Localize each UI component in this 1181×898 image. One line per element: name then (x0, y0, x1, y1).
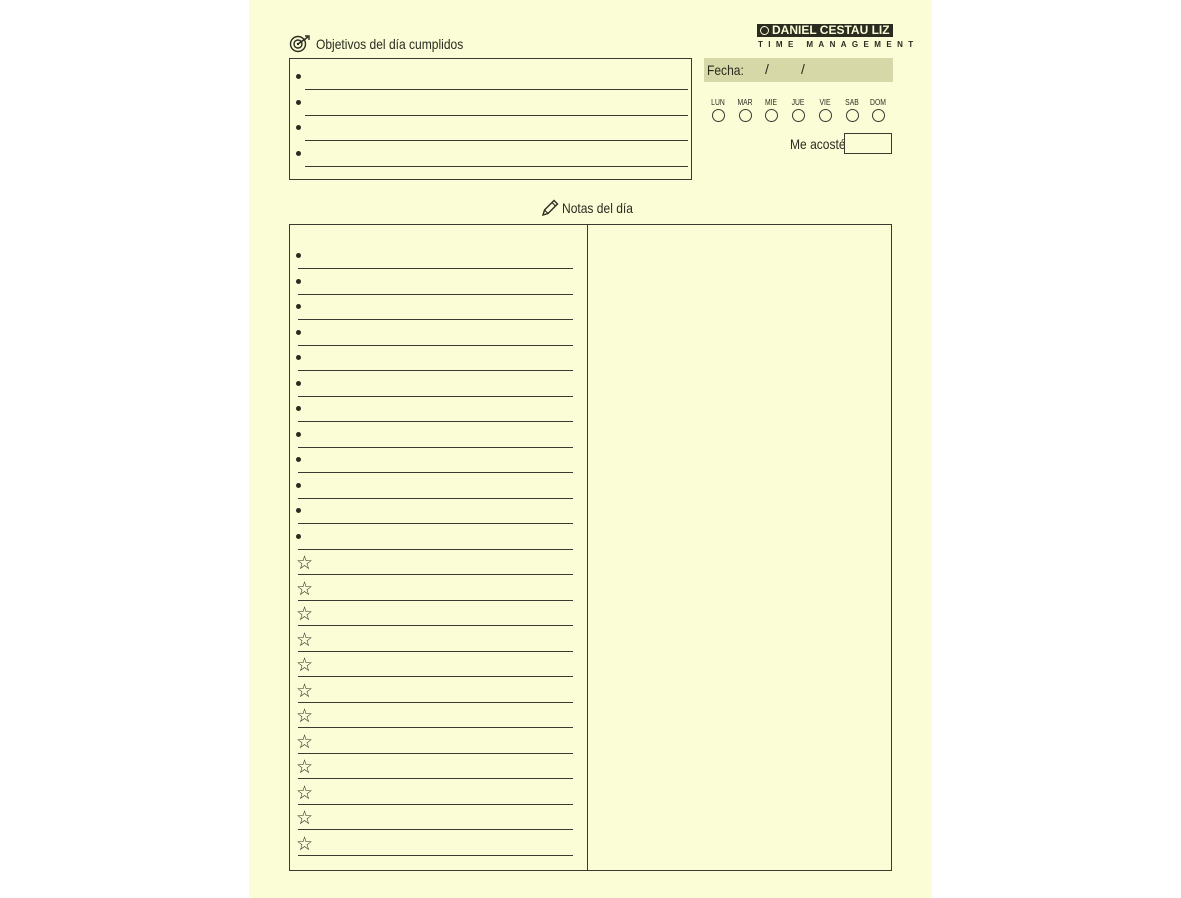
note-line[interactable] (298, 651, 573, 652)
star-icon: ☆ (296, 808, 314, 829)
note-bullet (296, 279, 301, 284)
sleep-label: Me acosté (790, 136, 846, 152)
weekday-label: LUN (711, 98, 725, 107)
goal-bullet (296, 125, 301, 130)
pencil-icon (541, 199, 559, 217)
note-line[interactable] (298, 753, 573, 754)
target-icon (289, 35, 311, 53)
note-bullet (296, 355, 301, 360)
weekday-label: SAB (844, 98, 859, 107)
goal-bullet (296, 151, 301, 156)
note-line[interactable] (298, 472, 573, 473)
note-line[interactable] (298, 855, 573, 856)
weekday-label: DOM (870, 98, 887, 107)
weekday-label: VIE (819, 98, 831, 107)
star-icon: ☆ (296, 578, 314, 600)
note-line[interactable] (298, 319, 573, 320)
weekday-checkbox-dom[interactable] (872, 109, 885, 122)
date-label: Fecha: (707, 62, 744, 78)
note-line[interactable] (298, 600, 573, 601)
note-bullet (296, 381, 301, 386)
sleep-time-field[interactable] (844, 133, 892, 154)
notes-title: Notas del día (562, 200, 633, 216)
note-bullet (296, 304, 301, 309)
weekday-checkbox-mar[interactable] (739, 109, 752, 122)
weekday-checkbox-vie[interactable] (819, 109, 832, 122)
note-line[interactable] (298, 549, 573, 550)
star-icon: ☆ (296, 629, 314, 651)
goal-line[interactable] (305, 166, 688, 167)
note-line[interactable] (298, 574, 573, 575)
note-line[interactable] (298, 345, 573, 346)
star-icon: ☆ (296, 731, 314, 753)
goal-bullet (296, 100, 301, 105)
note-bullet (296, 457, 301, 462)
note-line[interactable] (298, 829, 573, 830)
weekday-checkbox-mie[interactable] (765, 109, 778, 122)
clock-icon (760, 26, 769, 35)
note-line[interactable] (298, 727, 573, 728)
goals-box (289, 58, 692, 180)
note-bullet (296, 534, 301, 539)
star-icon: ☆ (296, 706, 314, 727)
brand-logo (757, 24, 893, 37)
note-line[interactable] (298, 447, 573, 448)
date-field[interactable] (704, 58, 893, 82)
note-bullet (296, 432, 301, 437)
note-line[interactable] (298, 498, 573, 499)
goal-bullet (296, 74, 301, 79)
weekday-label: MIE (765, 98, 778, 107)
star-icon: ☆ (296, 604, 314, 625)
weekday-checkbox-jue[interactable] (792, 109, 805, 122)
note-line[interactable] (298, 421, 573, 422)
goal-line[interactable] (305, 140, 688, 141)
date-separator: / (765, 61, 769, 77)
weekday-label: JUE (791, 98, 805, 107)
star-icon: ☆ (296, 553, 314, 574)
star-icon: ☆ (296, 833, 314, 855)
note-line[interactable] (298, 625, 573, 626)
brand-name: DANIEL CESTAU LIZ (772, 23, 890, 37)
note-bullet (296, 508, 301, 513)
notes-divider (587, 224, 588, 871)
star-icon: ☆ (296, 680, 314, 702)
star-icon: ☆ (296, 782, 314, 804)
goal-line[interactable] (305, 89, 688, 90)
note-line[interactable] (298, 702, 573, 703)
note-bullet (296, 330, 301, 335)
note-bullet (296, 483, 301, 488)
date-separator: / (801, 61, 805, 77)
free-notes-area[interactable] (589, 226, 890, 869)
star-icon: ☆ (296, 757, 314, 778)
note-line[interactable] (298, 676, 573, 677)
note-line[interactable] (298, 804, 573, 805)
note-line[interactable] (298, 523, 573, 524)
weekday-checkbox-lun[interactable] (712, 109, 725, 122)
note-line[interactable] (298, 268, 573, 269)
brand-subtitle: TIME MANAGEMENT (758, 40, 919, 49)
weekday-checkbox-sab[interactable] (846, 109, 859, 122)
goals-title: Objetivos del día cumplidos (316, 36, 464, 52)
note-line[interactable] (298, 370, 573, 371)
note-line[interactable] (298, 294, 573, 295)
note-line[interactable] (298, 778, 573, 779)
weekday-label: MAR (737, 98, 753, 107)
note-bullet (296, 253, 301, 258)
planner-page (249, 0, 932, 898)
star-icon: ☆ (296, 655, 314, 676)
note-line[interactable] (298, 396, 573, 397)
note-bullet (296, 406, 301, 411)
goal-line[interactable] (305, 115, 688, 116)
